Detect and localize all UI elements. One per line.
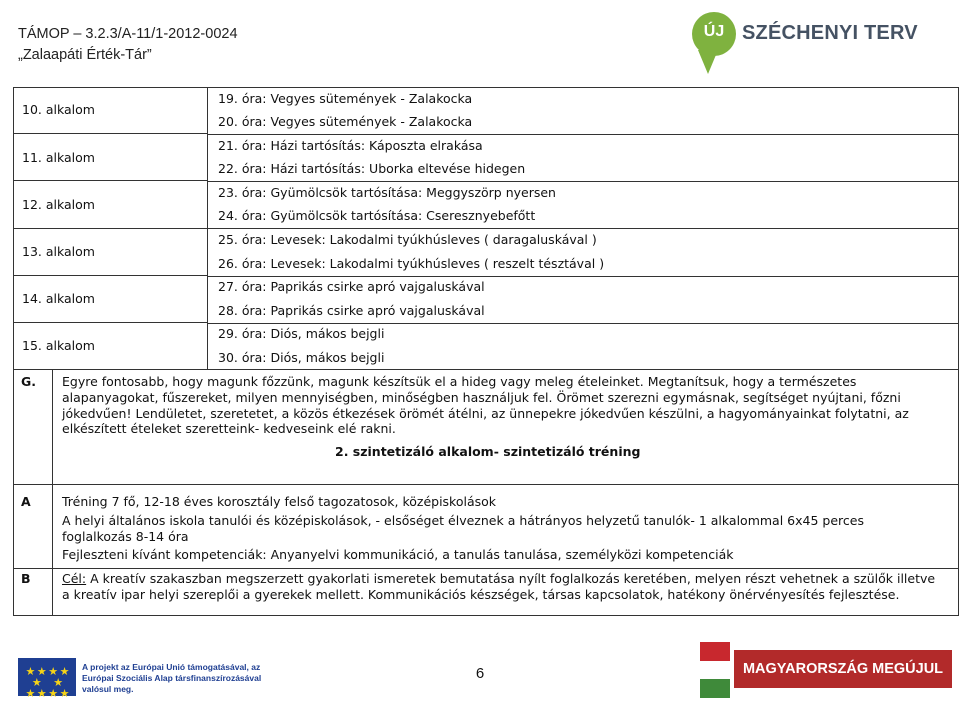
szechenyi-terv-logo — [688, 12, 918, 72]
lesson-item: 27. óra: Paprikás csirke apró vajgaluskával — [218, 279, 485, 294]
hungarian-flag-icon — [700, 642, 730, 698]
project-code: TÁMOP – 3.2.3/A-11/1-2012-0024 — [18, 26, 238, 42]
szechenyi-logo-text: SZÉCHENYI TERV — [742, 22, 918, 44]
lesson-item: 30. óra: Diós, mákos bejgli — [218, 350, 385, 365]
page-number: 6 — [475, 665, 485, 682]
page-header — [18, 24, 238, 66]
section-g-label: G. — [21, 374, 37, 389]
magyarorszag-megujul-logo — [700, 636, 955, 700]
magyarorszag-megujul-text: MAGYARORSZÁG MEGÚJUL — [734, 650, 952, 688]
session-label: 13. alkalom — [22, 244, 95, 259]
lesson-item: 26. óra: Levesek: Lakodalmi tyúkhúsleves ( reszelt tésztával ) — [218, 256, 605, 271]
section-title: 2. szintetizáló alkalom- szintetizáló tréning — [335, 444, 641, 459]
section-b-line: Cél: A kreatív szakaszban megszerzett gyakorlati ismeretek bemutatása nyílt foglalkozás keretében, melyen részt vehetnek a szülők illetve — [62, 571, 936, 586]
lesson-item: 19. óra: Vegyes sütemények - Zalakocka — [218, 91, 473, 106]
session-label: 14. alkalom — [22, 291, 95, 306]
lesson-item: 20. óra: Vegyes sütemények - Zalakocka — [218, 114, 473, 129]
session-label: 11. alkalom — [22, 150, 95, 165]
goal-label: Cél: — [62, 571, 87, 586]
lesson-item: 23. óra: Gyümölcsök tartósítása: Meggyszörp nyersen — [218, 185, 556, 200]
section-b-line: a kreatív ipar helyi szereplői a gyerekek mellett. Kommunikációs készségek, társas kapcsolatok, hatékony önérvényesítés fejlesztése. — [62, 587, 900, 602]
eu-funding-text: A projekt az Európai Unió támogatásával, az Európai Szociális Alap társfinanszírozásával valósul meg. — [82, 662, 262, 694]
lesson-item: 22. óra: Házi tartósítás: Uborka eltevése hidegen — [218, 161, 526, 176]
section-a-line: Fejleszteni kívánt kompetenciák: Anyanyelvi kommunikáció, a tanulás tanulása, személyközi kompetenciák — [62, 547, 734, 562]
section-b-label: B — [21, 571, 31, 586]
session-label: 10. alkalom — [22, 102, 95, 117]
section-a-line: A helyi általános iskola tanulói és középiskolások, - elsőséget élveznek a hátrányos helyzetű tanulók- 1 alkalommal 6x45 perces — [62, 513, 864, 528]
section-g-text-line: alapanyagokat, fűszereket, milyen mennyiségben, minőségben használjuk fel. Örömet szerezni egymásnak, segítséget nyújtani, főzni — [62, 390, 901, 405]
session-label: 15. alkalom — [22, 338, 95, 353]
szechenyi-badge-icon: ÚJ — [692, 12, 736, 56]
section-a-line: foglalkozás 8-14 óra — [62, 529, 189, 544]
section-a-label: A — [21, 494, 31, 509]
section-g-text-line: Egyre fontosabb, hogy magunk főzzünk, magunk készítsük el a hideg vagy meleg ételeinket. Megtanítsuk, hogy a természetes — [62, 374, 857, 389]
section-g-text-line: elkészített ételeket szeretteink- kedveseink elé rakni. — [62, 421, 396, 436]
project-name: „Zalaapáti Érték-Tár” — [18, 47, 152, 63]
section-a-line: Tréning 7 fő, 12-18 éves korosztály felső tagozatosok, középiskolások — [62, 494, 497, 509]
lesson-item: 28. óra: Paprikás csirke apró vajgaluskával — [218, 303, 485, 318]
lesson-item: 29. óra: Diós, mákos bejgli — [218, 326, 385, 341]
lesson-item: 25. óra: Levesek: Lakodalmi tyúkhúsleves ( daragaluskával ) — [218, 232, 597, 247]
lesson-item: 21. óra: Házi tartósítás: Káposzta elrakása — [218, 138, 483, 153]
section-g-text-line: jókedvűen! Lendületet, szeretetet, a közös étkezések örömét átélni, az ünnepekre jókedvűen készülni, a hagyományainkat folytatni, az — [62, 406, 909, 421]
lesson-item: 24. óra: Gyümölcsök tartósítása: Cseresznyebefőtt — [218, 208, 536, 223]
session-label: 12. alkalom — [22, 197, 95, 212]
eu-flag-icon: ★ ★ ★ ★ ★ ★ ★ ★ ★ ★ — [18, 658, 76, 696]
